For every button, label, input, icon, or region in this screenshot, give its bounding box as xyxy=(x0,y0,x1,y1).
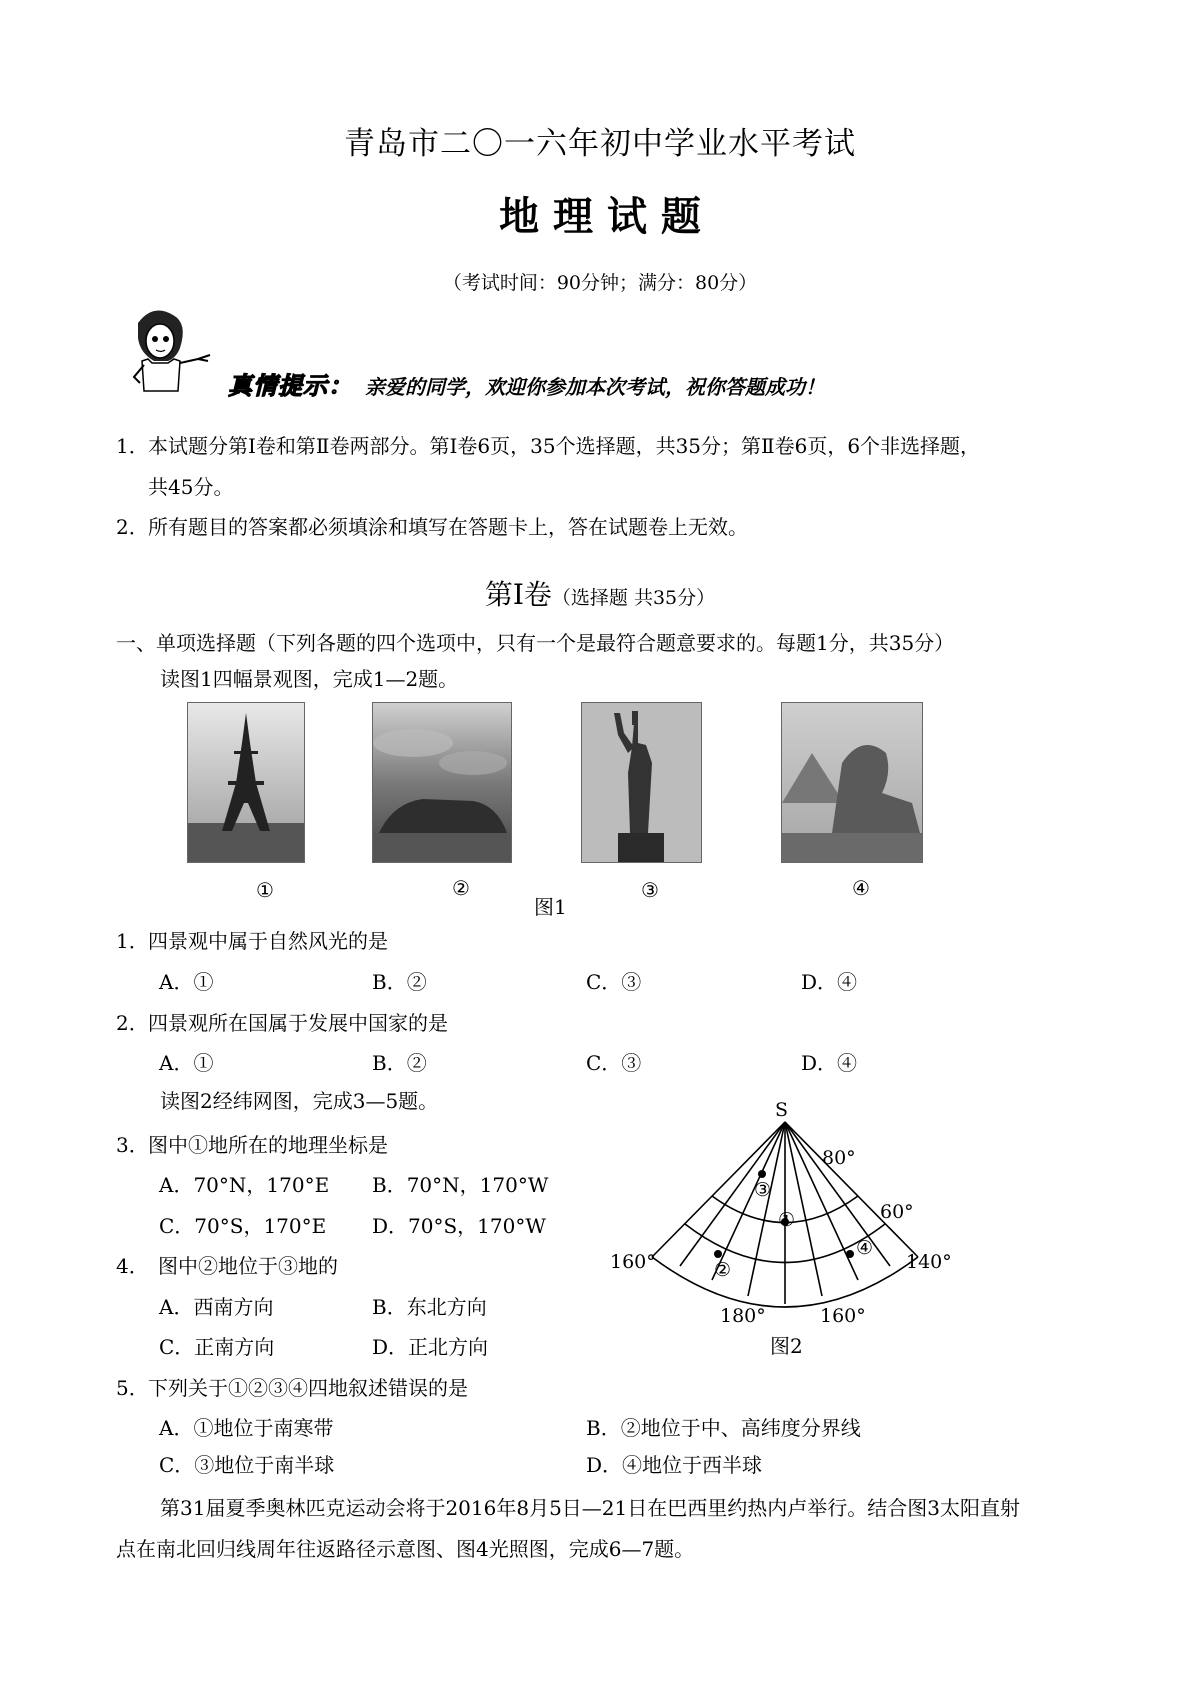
q4-option-d: D．正北方向 xyxy=(372,1335,489,1359)
fig1-caption: 图1 xyxy=(534,895,567,919)
q5-stem: 下列关于①②③④四地叙述错误的是 xyxy=(148,1376,468,1400)
photo-label-4: ④ xyxy=(852,876,870,900)
q2-number: 2． xyxy=(116,1011,149,1035)
q1-option-b: B．② xyxy=(372,970,427,994)
fig2-point-1-label: ① xyxy=(778,1209,796,1231)
q2-option-b: B．② xyxy=(372,1051,427,1075)
q5-option-c: C．③地位于南半球 xyxy=(159,1453,335,1477)
fig2-lon-140-label: 140° xyxy=(906,1251,952,1273)
instruction-2-text: 所有题目的答案都必须填涂和填写在答题卡上，答在试题卷上无效。 xyxy=(148,515,748,539)
fig2-point-4-dot xyxy=(846,1250,854,1258)
section-subtitle: （选择题 共35分） xyxy=(551,587,716,609)
q4-stem: 图中②地位于③地的 xyxy=(158,1254,338,1278)
photo-uluru-rock xyxy=(372,702,512,863)
exam-title: 青岛市二〇一六年初中学业水平考试 xyxy=(344,126,856,162)
fig2-point-4-label: ④ xyxy=(856,1237,874,1259)
tip-banner xyxy=(228,366,825,401)
q3-stem: 图中①地所在的地理坐标是 xyxy=(148,1133,388,1157)
q3-option-d: D．70°S，170°W xyxy=(372,1214,546,1238)
fig2-lon-160-bottom-label: 160° xyxy=(820,1305,866,1327)
cartoon-girl-illustration xyxy=(118,303,218,393)
photo-label-2: ② xyxy=(452,876,470,900)
instruction-1-line1: 本试题分第Ⅰ卷和第Ⅱ卷两部分。第Ⅰ卷6页，35个选择题，共35分；第Ⅱ卷6页，6个非选择题， xyxy=(148,434,981,458)
exam-info: （考试时间：90分钟；满分：80分） xyxy=(442,272,758,294)
photo-eiffel-tower xyxy=(187,702,305,863)
passage-line1: 第31届夏季奥林匹克运动会将于2016年8月5日—21日在巴西里约热内卢举行。结合图3太阳直射 xyxy=(160,1496,1020,1520)
q5-option-d: D．④地位于西半球 xyxy=(586,1453,763,1477)
part1-heading: 一、单项选择题（下列各题的四个选项中，只有一个是最符合题意要求的。每题1分，共35分） xyxy=(116,631,955,655)
passage-line2: 点在南北回归线周年往返路径示意图、图4光照图，完成6—7题。 xyxy=(116,1537,695,1561)
read-fig2-instruction: 读图2经纬网图，完成3—5题。 xyxy=(160,1089,439,1113)
subject-title: 地 理 试 题 xyxy=(499,193,701,240)
q4-number: 4． xyxy=(116,1254,149,1278)
fig2-point-2-label: ② xyxy=(714,1259,732,1281)
fig2-graticule-map xyxy=(610,1098,970,1360)
fig2-point-3-dot xyxy=(758,1170,766,1178)
q3-option-a: A．70°N，170°E xyxy=(159,1173,330,1197)
section-heading xyxy=(0,573,1200,613)
q3-option-b: B．70°N，170°W xyxy=(372,1173,549,1197)
fig2-lat-80-label: 80° xyxy=(822,1147,856,1169)
q1-option-d: D．④ xyxy=(801,970,858,994)
q5-option-b: B．②地位于中、高纬度分界线 xyxy=(586,1416,861,1440)
photo-label-3: ③ xyxy=(641,878,659,902)
fig2-caption: 图2 xyxy=(770,1334,803,1358)
q3-option-c: C．70°S，170°E xyxy=(159,1214,327,1238)
q2-option-d: D．④ xyxy=(801,1051,858,1075)
photo-sphinx-pyramid xyxy=(781,702,923,863)
q2-option-c: C．③ xyxy=(586,1051,642,1075)
fig2-pole-label: S xyxy=(775,1099,789,1121)
photo-label-1: ① xyxy=(256,878,274,902)
q2-option-a: A．① xyxy=(159,1051,214,1075)
q4-option-a: A．西南方向 xyxy=(159,1295,274,1319)
photo-statue-of-liberty xyxy=(581,702,702,863)
instruction-2-number: 2． xyxy=(116,515,149,539)
q1-option-a: A．① xyxy=(159,970,214,994)
instruction-1-line2: 共45分。 xyxy=(148,475,234,499)
section-title: 第Ⅰ卷 xyxy=(484,578,552,611)
read-fig1-instruction: 读图1四幅景观图，完成1—2题。 xyxy=(160,667,459,691)
fig2-point-2-dot xyxy=(714,1250,722,1258)
fig2-lon-180-label: 180° xyxy=(720,1305,766,1327)
q1-option-c: C．③ xyxy=(586,970,642,994)
q4-option-c: C．正南方向 xyxy=(159,1335,275,1359)
fig2-lon-160-left-label: 160° xyxy=(610,1251,656,1273)
fig2-edge-right xyxy=(785,1122,918,1257)
tip-heading: 真情提示： xyxy=(228,371,353,400)
fig2-lat-60-label: 60° xyxy=(880,1201,914,1223)
q2-stem: 四景观所在国属于发展中国家的是 xyxy=(148,1011,448,1035)
q3-number: 3． xyxy=(116,1133,149,1157)
instruction-1-number: 1． xyxy=(116,434,149,458)
tip-message: 亲爱的同学，欢迎你参加本次考试，祝你答题成功！ xyxy=(365,375,825,399)
q1-number: 1． xyxy=(116,929,149,953)
q1-stem: 四景观中属于自然风光的是 xyxy=(148,929,388,953)
q5-number: 5． xyxy=(116,1376,149,1400)
q5-option-a: A．①地位于南寒带 xyxy=(159,1416,334,1440)
q4-option-b: B．东北方向 xyxy=(372,1295,487,1319)
fig2-point-3-label: ③ xyxy=(754,1179,772,1201)
